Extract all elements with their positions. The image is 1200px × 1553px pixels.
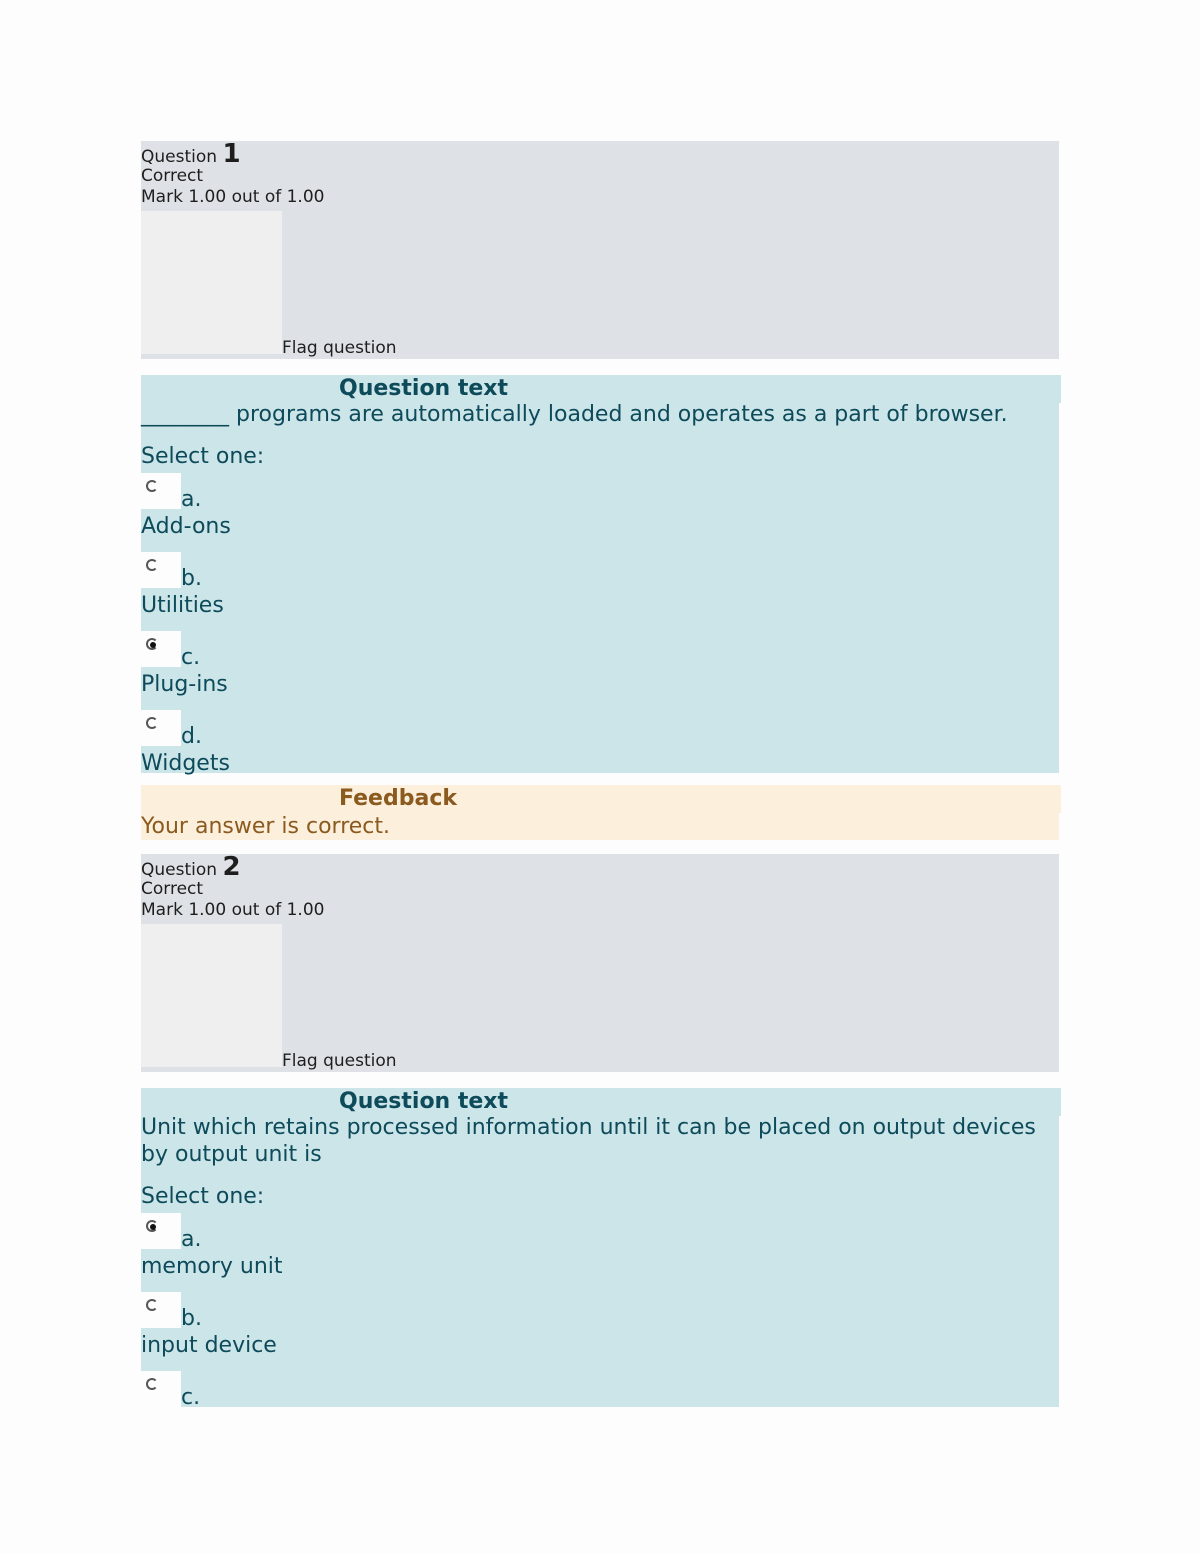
answer-option[interactable] — [141, 710, 1059, 789]
question-grade: Mark 1.00 out of 1.00 — [141, 187, 325, 207]
option-letter: a. — [181, 487, 202, 512]
radio-b[interactable] — [141, 552, 181, 588]
flag-icon[interactable] — [141, 924, 282, 1067]
option-letter: b. — [181, 566, 202, 591]
option-text[interactable]: Plug-ins — [141, 672, 228, 697]
answer-option[interactable] — [141, 473, 1059, 552]
question-number — [141, 852, 1059, 882]
feedback-text: Your answer is correct. — [141, 814, 391, 839]
option-text[interactable]: Widgets — [141, 751, 230, 776]
answer-option[interactable] — [141, 1371, 1059, 1411]
question-grade: Mark 1.00 out of 1.00 — [141, 900, 325, 920]
select-prompt: Select one: — [141, 444, 265, 469]
radio-icon[interactable] — [146, 1378, 158, 1390]
option-letter: c. — [181, 645, 201, 670]
radio-b[interactable] — [141, 1292, 181, 1328]
option-text[interactable]: Add-ons — [141, 514, 231, 539]
answer-option[interactable] — [141, 1213, 1059, 1292]
question-number-value: 1 — [222, 139, 241, 169]
question-state: Correct — [141, 166, 204, 186]
question-number-value: 2 — [222, 852, 241, 882]
radio-icon[interactable] — [146, 480, 158, 492]
radio-selected-icon[interactable] — [146, 638, 158, 650]
option-letter: c. — [181, 1385, 201, 1410]
answer-option[interactable] — [141, 631, 1059, 710]
radio-icon[interactable] — [146, 717, 158, 729]
answer-option[interactable] — [141, 552, 1059, 631]
radio-a[interactable] — [141, 1213, 181, 1249]
option-letter: a. — [181, 1227, 202, 1252]
question-1-feedback — [141, 785, 1059, 840]
question-text-heading: Question text — [339, 1088, 1061, 1116]
question-label: Question — [141, 860, 218, 880]
option-text[interactable]: input device — [141, 1333, 277, 1358]
answer-option[interactable] — [141, 1292, 1059, 1371]
option-letter: d. — [181, 724, 202, 749]
question-state: Correct — [141, 879, 204, 899]
option-letter: b. — [181, 1306, 202, 1331]
option-text[interactable]: Utilities — [141, 593, 224, 618]
radio-d[interactable] — [141, 710, 181, 746]
question-label: Question — [141, 147, 218, 167]
question-text: ________ programs are automatically loaded and operates as a part of browser. — [141, 402, 1008, 427]
question-text-heading: Question text — [339, 375, 1061, 403]
radio-c[interactable] — [141, 1371, 181, 1407]
question-1-info — [141, 141, 1059, 359]
select-prompt: Select one: — [141, 1184, 265, 1209]
radio-a[interactable] — [141, 473, 181, 509]
radio-c[interactable] — [141, 631, 181, 667]
option-text[interactable]: memory unit — [141, 1254, 283, 1279]
question-number — [141, 139, 1059, 169]
feedback-heading: Feedback — [339, 785, 1061, 813]
radio-selected-icon[interactable] — [146, 1220, 158, 1232]
question-2-info — [141, 854, 1059, 1072]
flag-icon[interactable] — [141, 211, 282, 354]
flag-question-link[interactable]: Flag question — [282, 338, 397, 358]
question-text: Unit which retains processed information until it can be placed on output devices by output unit is — [141, 1115, 1036, 1167]
question-1-formulation — [141, 375, 1059, 776]
question-2-formulation — [141, 1088, 1059, 1410]
radio-icon[interactable] — [146, 1299, 158, 1311]
radio-icon[interactable] — [146, 559, 158, 571]
flag-question-link[interactable]: Flag question — [282, 1051, 397, 1071]
